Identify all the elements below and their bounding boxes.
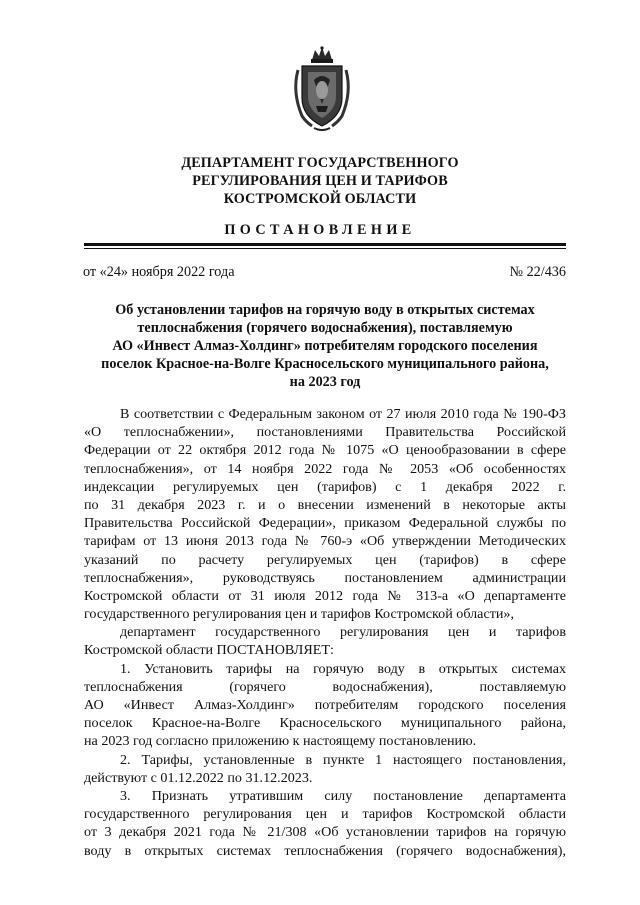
body-line: Костромской области от 31 июля 2012 года № 313-а «О департаменте (84, 587, 566, 604)
body-line: государственного регулирования цен и тарифов Костромской области», (84, 606, 514, 623)
body-line: указаний по расчету регулируемых цен (тарифов) в сфере (84, 551, 566, 568)
coat-of-arms-emblem (290, 46, 354, 132)
body-line: «О теплоснабжении», постановлениями Правительства Российской (84, 424, 566, 441)
document-body (84, 405, 566, 860)
body-line: департамент государственного регулирования цен и тарифов (120, 624, 566, 641)
heading-line: АО «Инвест Алмаз-Холдинг» потребителям городского поселения (112, 338, 538, 354)
body-line: В соответствии с Федеральным законом от 27 июля 2010 года № 190-ФЗ (120, 406, 566, 422)
body-line: воду в открытых системах теплоснабжения (горячего водоснабжения), (84, 842, 566, 859)
body-line: 1. Установить тарифы на горячую воду в открытых системах (120, 660, 566, 677)
body-line: на 2023 год согласно приложению к настоящему постановлению. (84, 733, 477, 750)
body-line: действуют с 01.12.2022 по 31.12.2023. (84, 769, 313, 786)
body-line: Костромской области ПОСТАНОВЛЯЕТ: (84, 642, 334, 659)
body-line: от 3 декабря 2021 года № 21/308 «Об установлении тарифов на горячую (84, 824, 566, 841)
department-title-line: РЕГУЛИРОВАНИЯ ЦЕН И ТАРИФОВ (192, 173, 448, 189)
body-line: по 31 декабря 2023 г. и о внесении изменений в некоторые акты (84, 496, 566, 513)
document-type: ПОСТАНОВЛЕНИЕ (224, 222, 416, 238)
document-heading (84, 301, 566, 391)
body-line: Правительства Российской Федерации», приказом Федеральной службы по (84, 515, 566, 532)
body-line: индексации регулируемых цен (тарифов) с 1 декабря 2022 г. (84, 478, 566, 495)
body-line: 2. Тарифы, установленные в пункте 1 настоящего постановления, (120, 751, 566, 768)
heading-line: Об установлении тарифов на горячую воду в открытых системах (115, 302, 535, 318)
body-line: Федерации от 22 октября 2012 года № 1075 «О ценообразовании в сфере (84, 442, 566, 459)
body-line: 3. Признать утратившим силу постановление департамента (120, 787, 566, 804)
heading-line: теплоснабжения (горячего водоснабжения), поставляемую (137, 320, 513, 336)
body-line: АО «Инвест Алмаз-Холдинг» потребителям городского поселения (84, 697, 566, 713)
department-title-line: КОСТРОМСКОЙ ОБЛАСТИ (223, 191, 417, 207)
heading-line: поселок Красное-на-Волге Красносельского муниципального района, (101, 356, 549, 372)
body-line: теплоснабжения (горячего водоснабжения), поставляемую (84, 678, 566, 695)
header-divider-thin (84, 248, 566, 249)
body-line: теплоснабжения», руководствуясь постановлением администрации (84, 569, 566, 586)
department-title-line: ДЕПАРТАМЕНТ ГОСУДАРСТВЕННОГО (181, 155, 459, 171)
body-line: государственного регулирования цен и тарифов Костромской области (84, 806, 566, 823)
document-date: от «24» ноября 2022 года (83, 264, 235, 280)
body-line: поселок Красное-на-Волге Красносельского муниципального района, (84, 715, 566, 732)
department-title (0, 154, 640, 208)
body-line: тарифам от 13 июня 2013 года № 760-э «Об утверждении Методических (84, 533, 566, 550)
body-line: теплоснабжения», от 14 ноября 2022 года № 2053 «Об особенностях (84, 460, 566, 477)
document-number: № 22/436 (509, 264, 566, 280)
heading-line: на 2023 год (289, 374, 361, 390)
header-divider-thick (84, 243, 566, 246)
